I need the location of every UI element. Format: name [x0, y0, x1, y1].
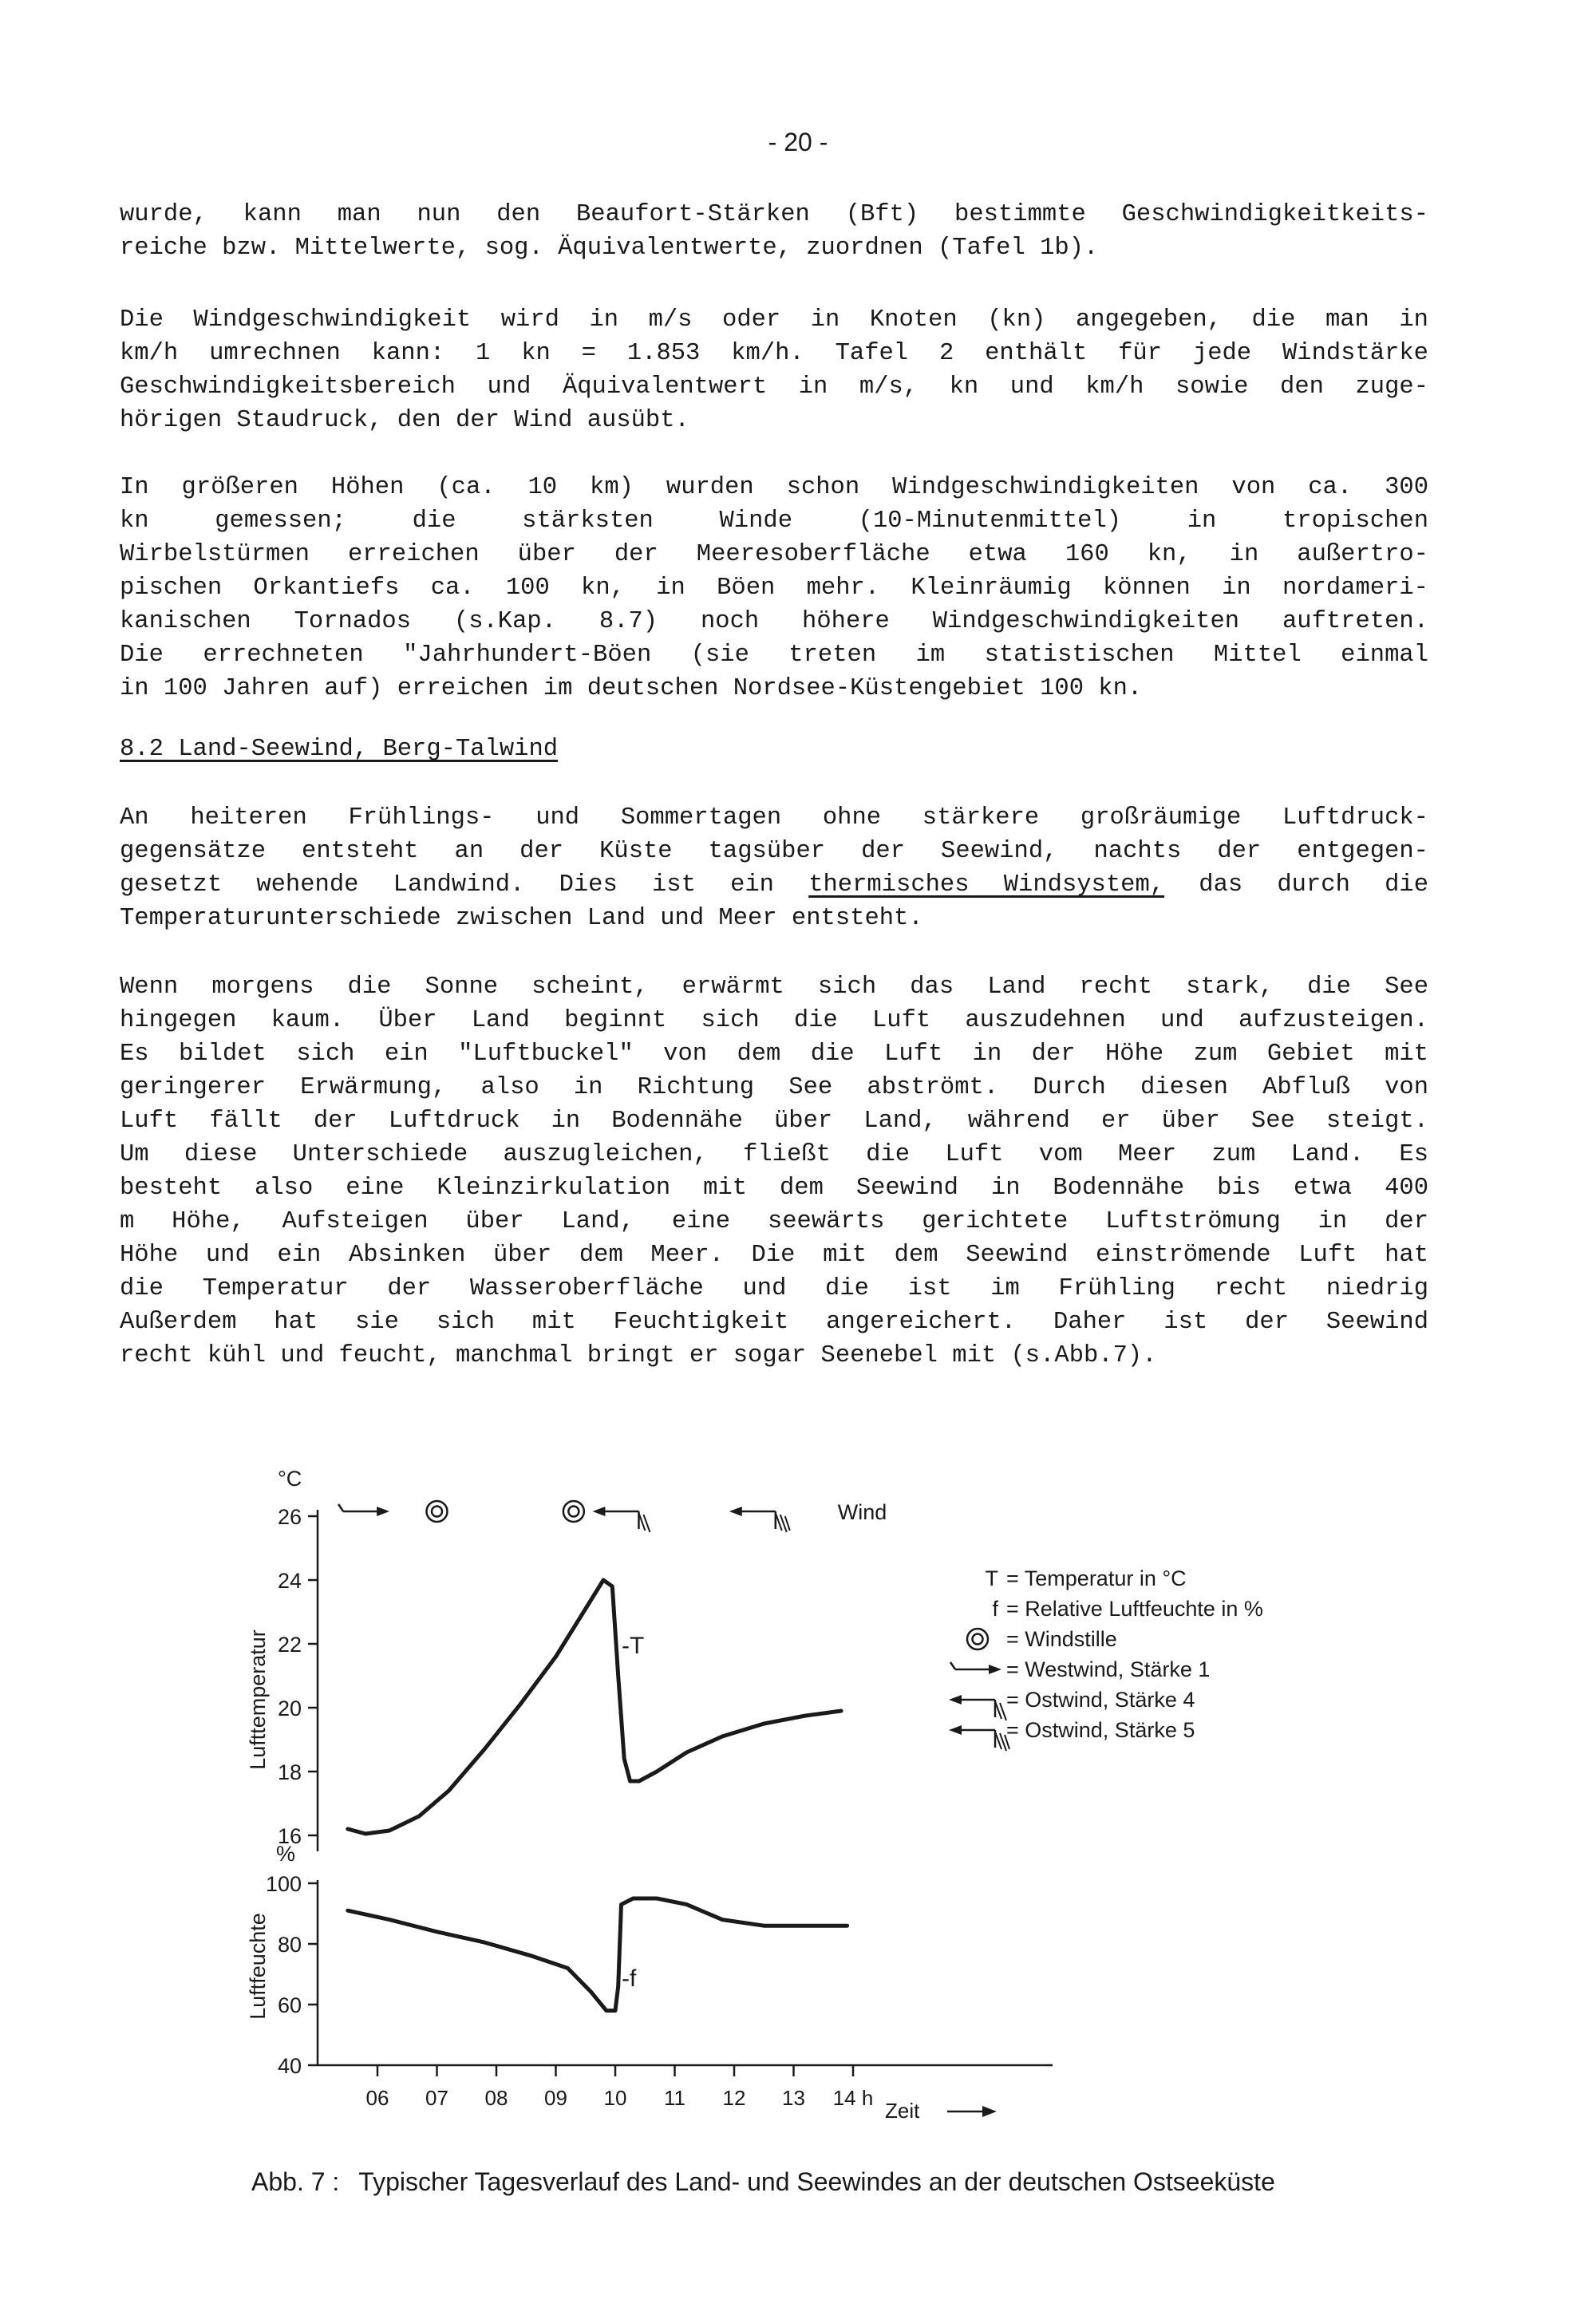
legend-item [967, 1627, 1117, 1651]
legend-text: = Windstille [1006, 1627, 1117, 1651]
text-run: gesetzt wehende Landwind. Dies ist ein [120, 871, 809, 899]
x-tick-label: 12 [722, 2086, 746, 2110]
text-line: Höhe und ein Absinken über dem Meer. Die mit dem Seewind einströmende Luft hat [120, 1242, 1428, 1269]
text-line: hörigen Staudruck, den der Wind ausübt. [120, 407, 689, 434]
text-line: besteht also eine Kleinzirkulation mit dem Seewind in Bodennähe bis etwa 400 [120, 1175, 1428, 1202]
paragraph-3 [120, 471, 1428, 705]
windstille-outer-circle [427, 1501, 448, 1522]
text-run: das durch die [1164, 871, 1429, 899]
paragraph-1 [120, 198, 1428, 265]
temperature-series-line [348, 1580, 841, 1834]
text-line: Temperaturunterschiede zwischen Land und Meer entsteht. [120, 905, 923, 932]
line-chart [0, 1436, 1596, 2155]
wind-symbol-west [338, 1504, 389, 1516]
humidity-y-tick-label: 80 [277, 1933, 302, 1957]
text-line: Die Windgeschwindigkeit wird in m/s oder in Knoten (kn) angegeben, die man in [120, 306, 1428, 334]
temperature-y-tick-label: 18 [277, 1760, 302, 1784]
legend-item [949, 1688, 1195, 1720]
text-line: An heiteren Frühlings- und Sommertagen ohne stärkere großräumige Luftdruck- [120, 804, 1428, 832]
page-number: - 20 - [768, 128, 828, 156]
legend-text: = Ostwind, Stärke 4 [1006, 1688, 1195, 1712]
windstille-outer-circle [563, 1501, 584, 1522]
legend-symbol: T [985, 1566, 998, 1590]
x-axis-title: Zeit [885, 2099, 920, 2123]
east-wind-arrowhead [592, 1507, 605, 1516]
windstille-inner-circle [432, 1507, 442, 1517]
wind-symbol-east4 [592, 1507, 650, 1532]
underlined-term: thermisches Windsystem, [808, 871, 1165, 899]
text-line: kanischen Tornados (s.Kap. 8.7) noch höhere Windgeschwindigkeiten auftreten. [120, 608, 1428, 635]
x-axis-arrowhead [982, 2106, 997, 2117]
legend-item [950, 1657, 1210, 1681]
wind-symbol-east5 [729, 1507, 790, 1532]
east-wind-arrowhead [729, 1507, 742, 1516]
x-tick-label: 14 h [832, 2086, 874, 2110]
paragraph-5 [120, 970, 1428, 1373]
text-line: Geschwindigkeitsbereich und Äquivalentwert in m/s, kn und km/h sowie den zuge- [120, 373, 1428, 401]
text-line: km/h umrechnen kann: 1 kn = 1.853 km/h. Tafel 2 enthält für jede Windstärke [120, 340, 1428, 367]
paragraph-4 [120, 801, 1428, 935]
text-line: kn gemessen; die stärksten Winde (10-Minutenmittel) in tropischen [120, 508, 1428, 535]
temperature-y-tick-label: 16 [277, 1824, 302, 1848]
section-heading: 8.2 Land-Seewind, Berg-Talwind [120, 736, 559, 763]
temperature-y-tick-label: 24 [277, 1569, 302, 1593]
humidity-y-axis-title: Luftfeuchte [246, 1913, 270, 2020]
text-line: reiche bzw. Mittelwerte, sog. Äquivalentwerte, zuordnen (Tafel 1b). [120, 235, 1099, 262]
wind-symbol-calm [563, 1501, 584, 1522]
x-tick-label: 13 [782, 2086, 805, 2110]
west-wind-arrowhead [989, 1665, 1001, 1674]
temperature-y-tick-label: 26 [277, 1505, 302, 1529]
x-tick-label: 09 [544, 2086, 567, 2110]
temperature-series-label: -T [622, 1633, 645, 1659]
x-tick-label: 10 [603, 2086, 627, 2110]
text-line-mixed [120, 868, 1428, 902]
text-line: pischen Orkantiefs ca. 100 kn, in Böen mehr. Kleinräumig können in nordameri- [120, 575, 1428, 602]
east-wind-arrowhead [949, 1695, 962, 1705]
text-line: Die errechneten "Jahrhundert-Böen (sie treten im statistischen Mittel einmal [120, 642, 1428, 669]
west-wind-arrowhead [377, 1507, 389, 1516]
x-tick-label: 11 [664, 2086, 685, 2110]
text-line: Wenn morgens die Sonne scheint, erwärmt sich das Land recht stark, die See [120, 974, 1428, 1001]
figure-abb-7 [0, 1436, 1596, 2155]
text-line: m Höhe, Aufsteigen über Land, eine seewärts gerichtete Luftströmung in der [120, 1208, 1428, 1235]
caption-title: Typischer Tagesverlauf des Land- und Seewindes an der deutschen Ostseeküste [358, 2167, 1275, 2196]
x-tick-label: 08 [484, 2086, 508, 2110]
windstille-outer-circle [967, 1629, 988, 1649]
text-line: gegensätze entsteht an der Küste tagsüber der Seewind, nachts der entgegen- [120, 838, 1428, 865]
windstille-inner-circle [973, 1634, 983, 1645]
text-line: Um diese Unterschiede auszugleichen, fließt die Luft vom Meer zum Land. Es [120, 1141, 1428, 1168]
legend-item [986, 1566, 1187, 1590]
humidity-series-label: -f [622, 1965, 637, 1993]
windstille-inner-circle [568, 1507, 579, 1517]
text-line: In größeren Höhen (ca. 10 km) wurden schon Windgeschwindigkeiten von ca. 300 [120, 474, 1428, 501]
west-wind-feather [338, 1504, 343, 1511]
humidity-y-tick-label: 100 [265, 1872, 302, 1896]
wind-symbol-calm [427, 1501, 448, 1522]
humidity-y-tick-label: 40 [277, 2054, 302, 2078]
east-wind-arrowhead [949, 1725, 962, 1735]
legend-text: = Relative Luftfeuchte in % [1006, 1597, 1263, 1621]
temperature-y-axis-title: Lufttemperatur [246, 1629, 270, 1770]
text-line: wurde, kann man nun den Beaufort-Stärken (Bft) bestimmte Geschwindigkeitkeits- [120, 201, 1428, 228]
x-tick-label: 06 [365, 2086, 389, 2110]
temperature-unit-label: °C [278, 1467, 302, 1491]
text-line: geringerer Erwärmung, also in Richtung See abströmt. Durch diesen Abfluß von [120, 1074, 1428, 1101]
temperature-y-tick-label: 20 [277, 1697, 302, 1720]
legend-text: = Westwind, Stärke 1 [1006, 1657, 1211, 1681]
x-tick-label: 07 [425, 2086, 448, 2110]
legend-text: = Ostwind, Stärke 5 [1006, 1718, 1195, 1742]
text-line: in 100 Jahren auf) erreichen im deutschen Nordsee-Küstengebiet 100 kn. [120, 675, 1143, 702]
text-line: die Temperatur der Wasseroberfläche und die ist im Frühling recht niedrig [120, 1275, 1428, 1302]
legend-item [949, 1718, 1195, 1751]
legend-item [992, 1597, 1262, 1621]
wind-row-label: Wind [837, 1500, 887, 1524]
text-line: recht kühl und feucht, manchmal bringt er sogar Seenebel mit (s.Abb.7). [120, 1342, 1157, 1369]
humidity-unit-label: % [276, 1842, 296, 1866]
text-line: hingegen kaum. Über Land beginnt sich die Luft auszudehnen und aufzusteigen. [120, 1007, 1428, 1034]
humidity-series-line [348, 1898, 847, 2011]
figure-caption [251, 2167, 1448, 2197]
legend-text: = Temperatur in °C [1006, 1566, 1187, 1590]
text-line: Außerdem hat sie sich mit Feuchtigkeit angereichert. Daher ist der Seewind [120, 1309, 1428, 1336]
temperature-y-tick-label: 22 [277, 1633, 302, 1657]
west-wind-feather [950, 1662, 955, 1669]
caption-label: Abb. 7 : [251, 2167, 340, 2196]
text-line: Luft fällt der Luftdruck in Bodennähe über Land, während er über See steigt. [120, 1108, 1428, 1135]
humidity-y-tick-label: 60 [277, 1993, 302, 2017]
paragraph-2 [120, 303, 1428, 437]
text-line: Wirbelstürmen erreichen über der Meeresoberfläche etwa 160 kn, in außertro- [120, 541, 1428, 568]
legend-symbol: f [992, 1597, 998, 1621]
text-line: Es bildet sich ein "Luftbuckel" von dem die Luft in der Höhe zum Gebiet mit [120, 1041, 1428, 1068]
